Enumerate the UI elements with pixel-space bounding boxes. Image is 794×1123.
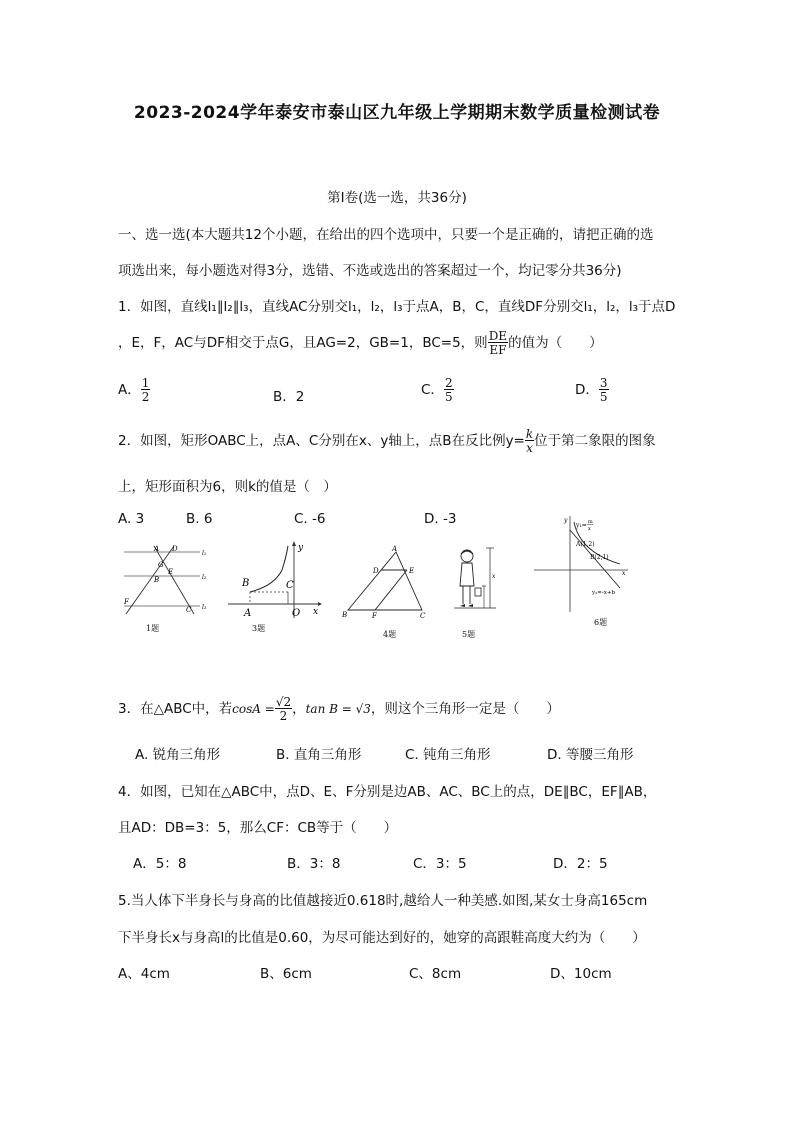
q2-option-c[interactable]: C. -6 xyxy=(294,511,326,527)
q3-cos-num: √2 xyxy=(275,695,292,709)
q1-line-2-text: ，E，F，AC与DF相交于点G，且AG=2，GB=1，BC=5，则 xyxy=(118,335,488,351)
fig5-caption: 6题 xyxy=(594,618,608,627)
q3-line: 3．在△ABC中，若cosA = $\frac{√2}{2}$ ，tan B = √3，则这个三角形一定是（ ） xyxy=(118,695,560,723)
q3-option-d[interactable]: D. 等腰三角形 xyxy=(547,747,634,763)
q5-option-c[interactable]: C、8cm xyxy=(409,966,462,982)
q5-option-a[interactable]: A、4cm xyxy=(118,966,170,982)
q1-option-c-frac xyxy=(444,377,454,403)
fig5-label-y: y xyxy=(564,517,568,524)
q3-option-c[interactable]: C. 钝角三角形 xyxy=(405,747,491,763)
fig2-caption: 3题 xyxy=(252,624,266,633)
q1-option-d-frac xyxy=(599,377,609,403)
fig1-label-d: D xyxy=(172,545,178,553)
q1-option-d-label: D． xyxy=(575,382,599,398)
instructions-line-1: 一、选一选(本大题共12个小题，在给出的四个选项中，只要一个是正确的，请把正确的选 xyxy=(118,227,654,243)
figure-4 xyxy=(452,546,502,620)
q3-option-a[interactable]: A. 锐角三角形 xyxy=(135,747,221,763)
q2-line-2: 上，矩形面积为6，则k的值是（ ） xyxy=(118,479,337,495)
q1-line-2-post: 的值为（ ） xyxy=(508,335,603,351)
q3-option-b[interactable]: B. 直角三角形 xyxy=(276,747,362,763)
fig1-line-df xyxy=(126,546,174,614)
figure-2 xyxy=(222,540,324,620)
q1-frac-num: DE xyxy=(488,329,508,343)
q1-option-c-num: 2 xyxy=(444,376,453,390)
instructions-line-2: 项选出来，每小题选对得3分，选错、不选或选出的答案超过一个，均记零分共36分) xyxy=(118,263,622,279)
q5-option-b[interactable]: B、6cm xyxy=(260,966,312,982)
fig1-caption: 1题 xyxy=(146,624,160,633)
fig2-x-arrow xyxy=(318,602,322,606)
fig3-label-f: F xyxy=(372,612,377,620)
q2-line-1-post: 位于第二象限的图象 xyxy=(534,433,656,449)
q3-text-post: ，则这个三角形一定是（ ） xyxy=(370,701,560,717)
q3-tan-expr: tan B = √3 xyxy=(305,702,371,716)
q1-option-b[interactable]: B．2 xyxy=(273,389,305,405)
fig2-label-o: O xyxy=(292,608,301,619)
q4-line-2: 且AD：DB=3：5，那么CF：CB等于（ ） xyxy=(118,820,398,836)
q1-option-d-num: 3 xyxy=(599,376,608,390)
q2-fraction xyxy=(525,428,534,454)
q3-text: 3．在△ABC中，若 xyxy=(118,701,233,717)
q2-option-a[interactable]: A. 3 xyxy=(118,511,145,527)
figure-3 xyxy=(340,544,430,620)
fig4-dress xyxy=(460,563,474,586)
fig5-label-y1: y₁= xyxy=(576,522,587,529)
q1-option-c-den: 5 xyxy=(444,390,453,404)
q4-option-c[interactable]: C．3：5 xyxy=(413,856,467,872)
fig4-shoe-left xyxy=(460,604,465,607)
fig3-label-b: B xyxy=(342,611,348,619)
fig5-label-xden: x xyxy=(588,526,591,532)
fig2-label-x: x xyxy=(313,607,319,617)
fig3-caption: 4题 xyxy=(383,630,397,639)
fig5-label-y2: y₂=-x+b xyxy=(592,590,616,596)
q1-option-a-num: 1 xyxy=(141,376,150,390)
q1-option-a[interactable] xyxy=(118,377,150,403)
fig1-label-l2: l₂ xyxy=(202,574,207,581)
fig3-label-d: D xyxy=(373,567,379,575)
fig4-shoe-right xyxy=(468,604,473,607)
fig4-caption: 5题 xyxy=(462,630,476,639)
fig3-triangle xyxy=(348,552,422,610)
fig2-label-a: A xyxy=(244,608,252,619)
fig4-bag xyxy=(475,588,481,596)
fig3-label-e: E xyxy=(409,567,415,575)
fig1-label-a: A xyxy=(154,545,160,553)
q2-frac-num: k xyxy=(525,427,534,441)
page-title: 2023-2024学年泰安市泰山区九年级上学期期末数学质量检测试卷 xyxy=(133,103,661,123)
fig1-label-f: F xyxy=(124,598,129,606)
q4-option-b[interactable]: B．3：8 xyxy=(287,856,341,872)
q4-line-1: 4．如图，已知在△ABC中，点D、E、F分别是边AB、AC、BC上的点，DE∥BC，EF∥AB， xyxy=(118,784,657,800)
q3-cos-frac xyxy=(275,696,292,722)
q3-cos-den: 2 xyxy=(279,709,288,723)
q2-option-b[interactable]: B. 6 xyxy=(186,511,213,527)
fig5-label-m: m xyxy=(588,519,593,525)
fig1-label-l3: l₃ xyxy=(202,604,207,611)
q5-line-1: 5.当人体下半身长与身高的比值越接近0.618时,越给人一种美感.如图,某女士身高165cm xyxy=(118,893,648,909)
q1-option-c-label: C． xyxy=(421,382,444,398)
q2-line-1 xyxy=(118,428,656,454)
q2-line-1-text: 2．如图，矩形OABC上，点A、C分别在x、y轴上，点B在反比例y= xyxy=(118,433,525,449)
fig3-label-c: C xyxy=(420,612,426,620)
fig3-label-a: A xyxy=(392,545,398,553)
q1-option-a-frac xyxy=(141,377,151,403)
q4-option-a[interactable]: A．5：8 xyxy=(133,856,187,872)
q1-option-d-den: 5 xyxy=(599,390,608,404)
q5-option-d[interactable]: D、10cm xyxy=(550,966,612,982)
q1-line-2 xyxy=(118,330,603,356)
fig1-label-e: E xyxy=(168,568,174,576)
fig5-label-b: B(2,1) xyxy=(590,554,609,561)
q4-option-d[interactable]: D．2：5 xyxy=(553,856,608,872)
q1-line-1: 1．如图，直线l₁∥l₂∥l₃，直线AC分别交l₁，l₂，l₃于点A，B，C，直线DF分别交l₁，l₂，l₃于点D xyxy=(118,299,676,315)
fig2-curve xyxy=(250,546,288,592)
fig2-y-arrow xyxy=(292,541,296,546)
fig1-label-g: G xyxy=(158,561,164,569)
fig5-label-x: x xyxy=(622,570,626,577)
q1-option-a-label: A． xyxy=(118,382,141,398)
section-heading: 第Ⅰ卷(选一选，共36分) xyxy=(327,190,467,206)
fig2-label-c: C xyxy=(286,580,294,591)
q5-line-2: 下半身长x与身高l的比值是0.60，为尽可能达到好的，她穿的高跟鞋高度大约为（ ） xyxy=(118,930,646,946)
q1-fraction xyxy=(488,330,508,356)
figure-5 xyxy=(530,512,634,616)
fig5-label-a: A(1,2) xyxy=(576,541,595,548)
fig1-label-c: C xyxy=(186,606,192,614)
fig1-label-b: B xyxy=(154,576,160,584)
q2-option-d[interactable]: D. -3 xyxy=(424,511,457,527)
fig2-label-b: B xyxy=(242,578,250,589)
q1-option-a-den: 2 xyxy=(141,390,150,404)
fig2-label-y: y xyxy=(298,543,304,553)
fig3-line-ef xyxy=(375,570,407,610)
q2-frac-den: x xyxy=(526,441,533,455)
figure-1 xyxy=(118,544,214,616)
fig4-label-x: x xyxy=(492,573,496,580)
q3-cos-expr: cosA = xyxy=(232,702,275,716)
fig1-label-l1: l₁ xyxy=(202,550,207,557)
q1-option-c[interactable] xyxy=(421,377,454,403)
q1-option-d[interactable] xyxy=(575,377,609,403)
q1-frac-den: EF xyxy=(489,343,507,357)
fig1-line-ac xyxy=(154,546,194,614)
